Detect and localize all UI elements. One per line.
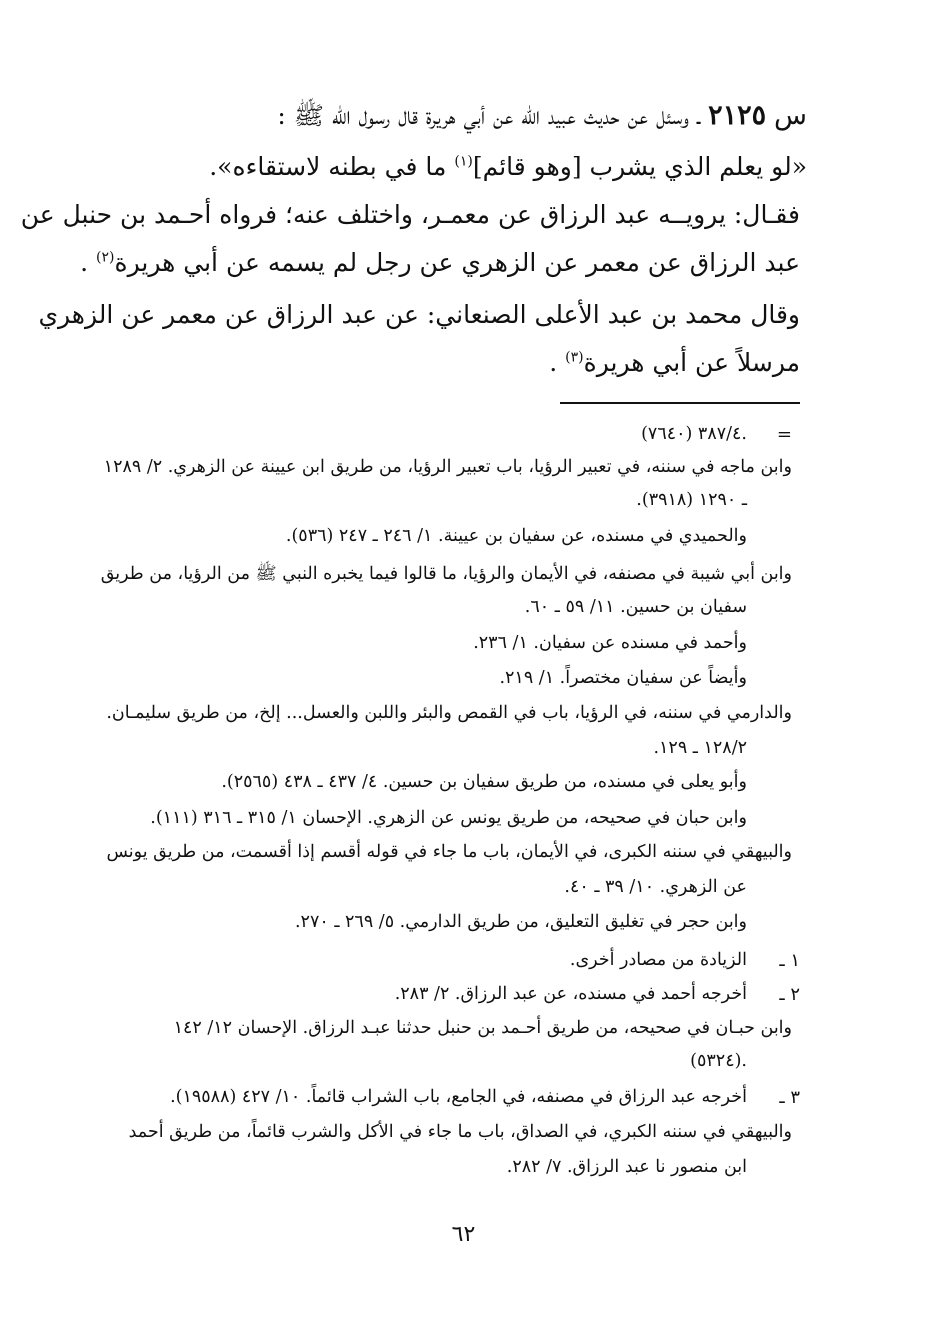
answer-line-1 (21, 200, 800, 229)
footnote-line: وابن ماجه في سننه، في تعبير الرؤيا، باب تعبير الرؤيا، من طريق ابن عيينة عن الزهري. ٢/ ١٢٨٩ (103, 457, 792, 477)
answer-text-end: . (80, 248, 97, 277)
footnote-ref-3: (٣) (565, 349, 584, 366)
footnote-line: أخرجه أحمد في مسنده، عن عبد الرزاق. ٢/ ٢٨٣. (394, 984, 747, 1004)
footnote-line: والبيهقي في سننه الكبري، في الصداق، باب ما جاء في الأكل والشرب قائماً، من طريق أحمد (128, 1122, 792, 1142)
footnote-line: ١٢٨/٢ ـ ١٢٩. (653, 738, 747, 758)
answer-text-cont: عبد الرزاق عن معمر عن الزهري عن رجل لم يسمه عن أبي هريرة (114, 248, 800, 277)
footnote-line: والدارمي في سننه، في الرؤيا، باب في القمص والبئر واللبن والعسل... إلخ، من طريق سليمـان. (106, 703, 792, 723)
footnote-line: وأيضاً عن سفيان مختصراً. ١/ ٢١٩. (499, 668, 747, 688)
footnote-line: عن الزهري. ١٠/ ٣٩ ـ ٤٠. (564, 877, 747, 897)
footnote-line: الزيادة من مصادر أخرى. (569, 950, 747, 970)
paragraph3-text: وقال محمد بن عبد الأعلى الصنعاني: عن عبد الرزاق عن معمر عن الزهري (38, 300, 800, 329)
answer-line-2 (80, 248, 800, 277)
paragraph3-text-cont: مرسلاً عن أبي هريرة (583, 348, 800, 377)
footnote-line: والبيهقي في سننه الكبرى، في الأيمان، باب ما جاء في قوله أقسم إذا أقسمت، من طريق يونس (106, 842, 792, 862)
footnote-line: وابن حبان في صحيحه، من طريق يونس عن الزهري. الإحسان ١/ ٣١٥ ـ ٣١٦ (١١١). (150, 808, 747, 828)
footnote-line: ابن منصور نا عبد الرزاق. ٧/ ٢٨٢. (506, 1157, 747, 1177)
page-number: ٦٢ (451, 1222, 476, 1247)
footnote-line: وابن حبـان في صحيحه، من طريق أحـمد بن حنبل حدثنا عبـد الرزاق. الإحسان ١٢/ ١٤٢ (173, 1018, 792, 1038)
footnote-line: والحميدي في مسنده، عن سفيان بن عيينة. ١/ ٢٤٦ ـ ٢٤٧ (٥٣٦). (285, 526, 747, 546)
footnote-line: وأحمد في مسنده عن سفيان. ١/ ٢٣٦. (473, 633, 747, 653)
answer-text: فقـال: يرويــه عبد الرزاق عن معمـر، واختلف عنه؛ فرواه أحـمد بن حنبل عن (20, 200, 800, 229)
question-number: ٢١٢٥ (708, 100, 767, 131)
footnote-ref-2: (٢) (96, 249, 115, 266)
hadith-text: «لو يعلم الذي يشرب [وهو قائم] (472, 152, 807, 181)
question-line-2 (209, 152, 807, 181)
footnote-line: سفيان بن حسين. ١١/ ٥٩ ـ ٦٠. (524, 597, 747, 617)
footnote-line: ٣٨٧/٤ (٧٦٤٠). (641, 424, 747, 444)
footnote-line: ـ ١٢٩٠ (٣٩١٨). (636, 490, 747, 510)
footnote-line: وأبو يعلى في مسنده، من طريق سفيان بن حسين. ٤/ ٤٣٧ ـ ٤٣٨ (٢٥٦٥). (221, 772, 747, 792)
footnote-line: وابن حجر في تغليق التعليق، من طريق الدارمي. ٥/ ٢٦٩ ـ ٢٧٠. (294, 912, 747, 932)
footnote-ref-1: (١) (454, 153, 473, 170)
paragraph3-line-2 (549, 348, 800, 377)
footnote-line: (٥٣٢٤). (690, 1051, 747, 1071)
footnote-number-1: ١ ـ (779, 950, 800, 971)
paragraph3-text-end: . (549, 348, 566, 377)
question-line-1 (277, 100, 807, 137)
footnote-number-2: ٢ ـ (779, 984, 800, 1005)
footnote-number-3: ٣ ـ (779, 1087, 800, 1108)
question-text: ـ وسئل عن حديث عبيد الله عن أبي هريرة قال رسول الله ﷺ : (277, 101, 701, 130)
paragraph3-line-1 (38, 300, 800, 329)
footnote-line: أخرجه عبد الرزاق في مصنفه، في الجامع، باب الشراب قائماً. ١٠/ ٤٢٧ (١٩٥٨٨). (170, 1087, 747, 1107)
hadith-text-end: ما في بطنه لاستقاءه». (209, 152, 455, 181)
question-prefix: س (774, 100, 807, 131)
continuation-marker: = (776, 424, 792, 445)
footnote-line: وابن أبي شيبة في مصنفه، في الأيمان والرؤيا، ما قالوا فيما يخبره النبي ﷺ من الرؤيا، من طريق (100, 564, 792, 584)
footnote-separator (560, 402, 800, 404)
